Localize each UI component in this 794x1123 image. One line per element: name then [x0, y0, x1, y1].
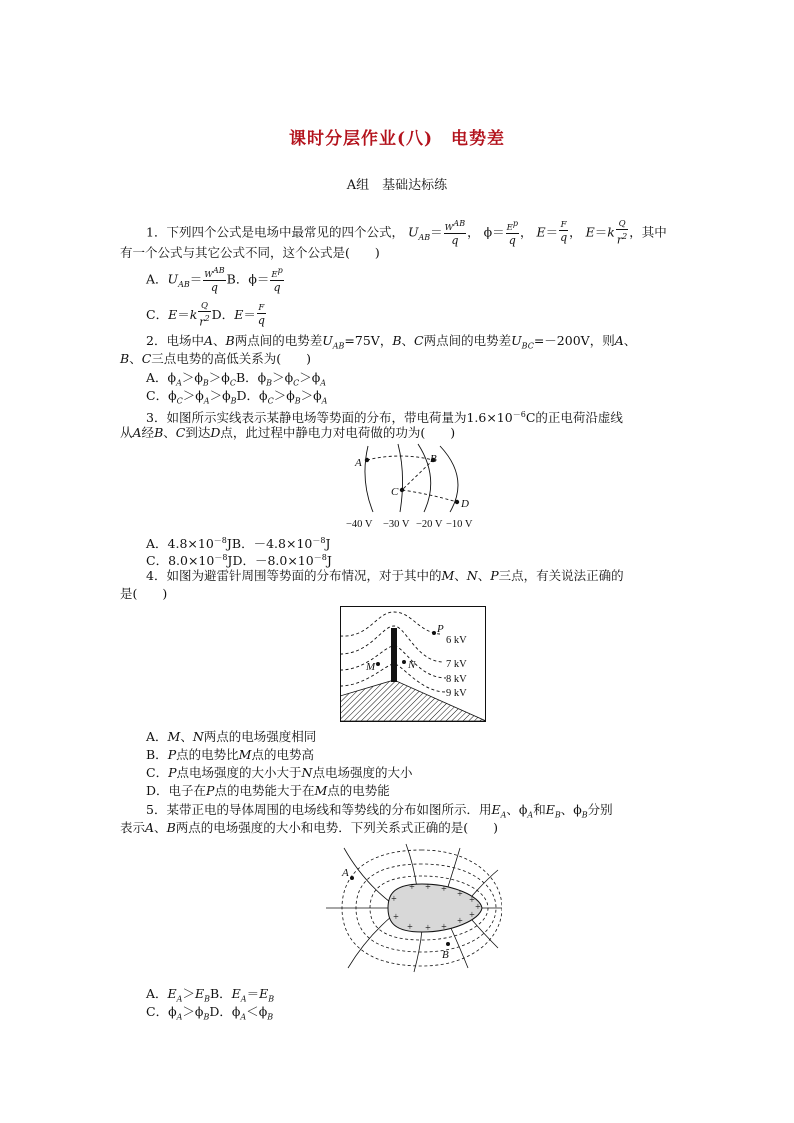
- potential-label: −30 V: [383, 519, 410, 530]
- potential-label: −10 V: [446, 519, 473, 530]
- point-c: [400, 488, 404, 492]
- q5-figure: [322, 840, 502, 975]
- point-n: [402, 660, 406, 664]
- q1-stem: 1．下列四个公式是电场中最常见的四个公式， $U_{AB}=$ $\frac{W^{AB}}{q}$ ， ϕ＝ $\frac{E^p}{q}$ ， E＝ $\frac{F}{q}$ ， E＝k $\frac{Q}{r^2}$ ，其中: [146, 218, 667, 247]
- label-b: B: [430, 453, 437, 465]
- q5-stem-2: 表示A、B两点的电场强度的大小和电势．下列关系式正确的是( ): [120, 820, 499, 835]
- charge-plus: +: [457, 889, 463, 900]
- label-m: M: [366, 661, 376, 673]
- label-n: N: [408, 659, 416, 671]
- point-a: [350, 876, 354, 880]
- q4-stem-2: 是( ): [120, 586, 168, 601]
- equipotential-line: [365, 446, 373, 512]
- q2-stem-2: B、C三点电势的高低关系为( ): [120, 351, 312, 366]
- charge-plus: +: [441, 884, 447, 895]
- charge-plus: +: [469, 895, 475, 906]
- q4-option-d: D．电子在P点的电势能大于在M点的电势能: [146, 783, 390, 798]
- q3-stem: 3．如图所示实线表示某静电场等势面的分布，带电荷量为$1.6\times 10^{-6}C$的正电荷沿虚线: [146, 410, 623, 426]
- equipotential-line: [418, 444, 431, 512]
- point-p: [432, 631, 436, 635]
- potential-label: 8 kV: [446, 674, 467, 685]
- potential-label: 6 kV: [446, 635, 467, 646]
- field-line: [348, 916, 392, 968]
- q1-options-ab: A．$U_{AB}=$ $\frac{W^{AB}}{q}$ B．ϕ＝ $\frac{E^p}{q}$: [146, 266, 283, 294]
- q5-stem: 5．某带正电的导体周围的电场线和等势线的分布如图所示．用$E_A$、$\phi_A$和$E_B$、$\phi_B$分别: [146, 802, 613, 820]
- group-heading: A组 基础达标练: [346, 178, 448, 193]
- field-line: [472, 870, 498, 896]
- q3-options-cd: C．$8.0\times 10^{-8}JD$．$-8.0\times 10^{-8}J$: [146, 553, 332, 569]
- equipotential-line: [398, 444, 403, 512]
- fraction: $\frac{W^{AB}}{q}$: [444, 219, 466, 247]
- charge-plus: +: [407, 922, 413, 933]
- q3-options-ab: A．$4.8\times 10^{-8}JB$．$-4.8\times 10^{-8}J$: [146, 536, 331, 552]
- point-b: [446, 942, 450, 946]
- fraction: $\frac{Q}{r^2}$: [616, 218, 628, 247]
- label-p: P: [437, 623, 444, 635]
- point-a: [365, 458, 369, 462]
- q4-option-b: B．P点的电势比M点的电势高: [146, 747, 314, 762]
- q2-options-ab: A．$\phi_A>\phi_B>\phi_CB$．$\phi_B>\phi_C>\phi_A$: [146, 370, 327, 388]
- q4-option-c: C．P点电场强度的大小大于N点电场强度的大小: [146, 765, 413, 780]
- charge-plus: +: [457, 916, 463, 927]
- page-title: 课时分层作业(八) 电势差: [288, 129, 506, 149]
- field-line: [344, 848, 390, 902]
- q2-stem: 2．电场中A、B两点间的电势差$U_{AB}=75V$，B、C两点间的电势差$U_{BC}=-200V$，则A、: [146, 333, 637, 351]
- q1-stem-2: 有一个公式与其它公式不同，这个公式是( ): [120, 245, 380, 260]
- label-b: B: [442, 949, 449, 961]
- q5-options-ab: A．$E_A>E_BB$．$E_A=E_B$: [146, 986, 275, 1004]
- fraction: $\frac{F}{q}$: [560, 220, 568, 245]
- q1-options-cd: C．E＝k $\frac{Q}{r^2}$ D．E＝ $\frac{F}{q}$: [146, 301, 265, 329]
- charge-plus: +: [469, 910, 475, 921]
- label-a: A: [342, 867, 349, 879]
- charge-plus: +: [425, 923, 431, 934]
- point-m: [376, 662, 380, 666]
- charge-plus: +: [409, 882, 415, 893]
- fraction: $\frac{E^p}{q}$: [506, 219, 518, 247]
- charge-plus: +: [441, 922, 447, 933]
- q3-stem-2: 从A经B、C到达D点，此过程中静电力对电荷做的功为( ): [120, 425, 456, 440]
- charge-plus: +: [425, 882, 431, 893]
- q4-option-a: A．M、N两点的电场强度相同: [146, 729, 317, 744]
- label-d: D: [461, 498, 469, 510]
- potential-label: −40 V: [346, 519, 373, 530]
- point-d: [455, 500, 459, 504]
- potential-label: −20 V: [416, 519, 443, 530]
- potential-label: 9 kV: [446, 688, 467, 699]
- potential-label: 7 kV: [446, 659, 467, 670]
- path-line: [367, 456, 457, 502]
- q5-options-cd: C．$\phi_A>\phi_BD$．$\phi_A<\phi_B$: [146, 1004, 274, 1022]
- label-c: C: [391, 486, 399, 498]
- q2-options-cd: C．$\phi_C>\phi_A>\phi_BD$．$\phi_C>\phi_B>\phi_A$: [146, 388, 328, 406]
- q4-figure: [340, 606, 486, 722]
- charge-plus: +: [393, 912, 399, 923]
- lightning-rod: [391, 628, 397, 682]
- charge-plus: +: [475, 902, 481, 913]
- charge-plus: +: [391, 894, 397, 905]
- q4-stem: 4．如图为避雷针周围等势面的分布情况，对于其中的M、N、P三点，有关说法正确的: [146, 568, 624, 583]
- label-a: A: [355, 457, 362, 469]
- q3-figure: [340, 440, 490, 532]
- conductor: [388, 884, 482, 932]
